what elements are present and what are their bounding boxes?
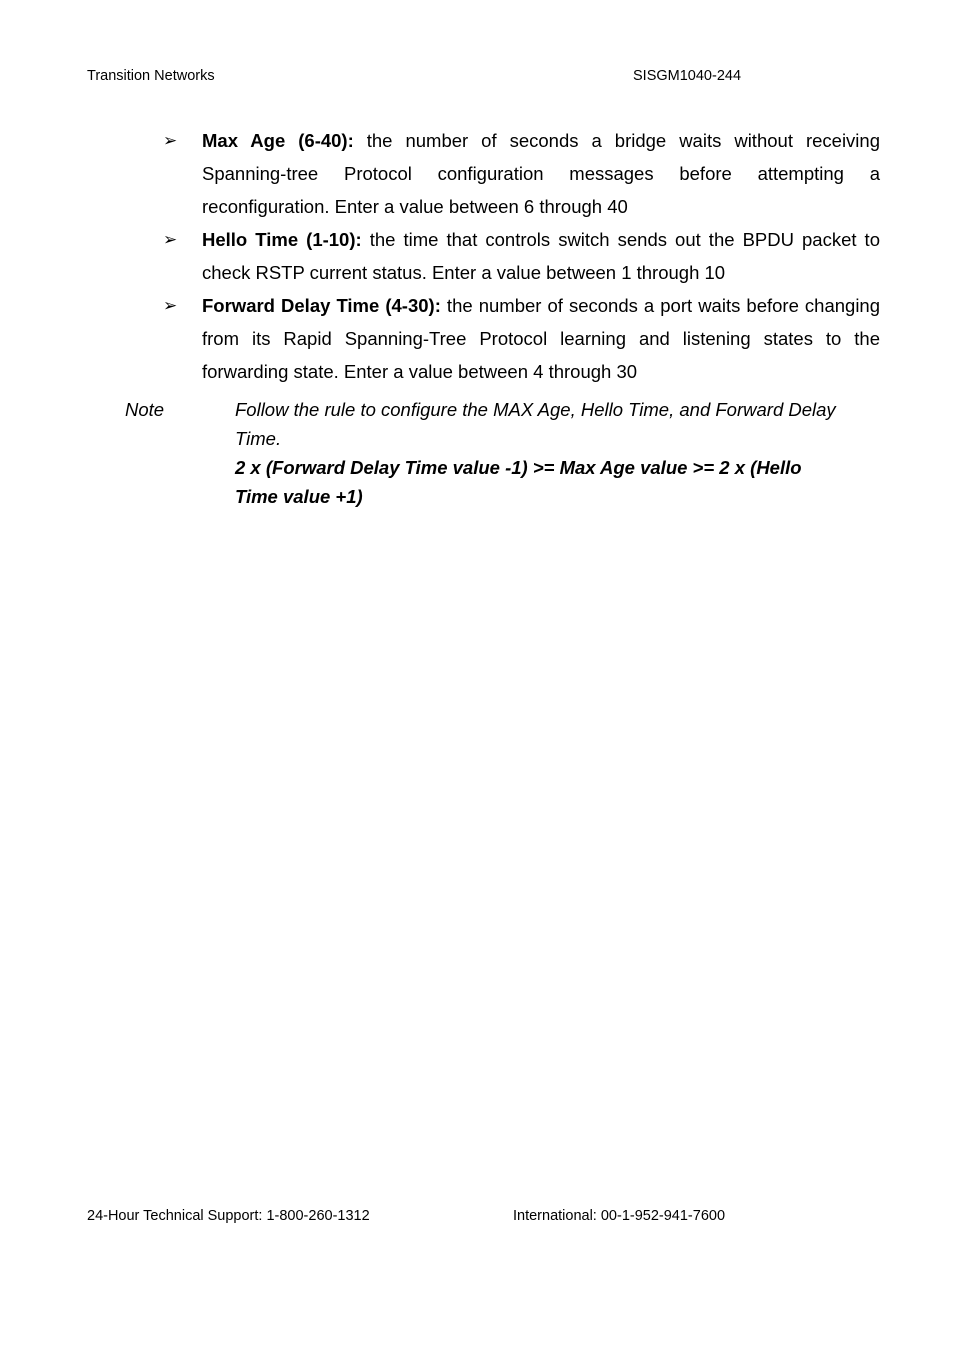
parameter-list [163,124,880,388]
term-forward-delay: Forward Delay Time (4-30): [202,295,441,316]
note-formula: 2 x (Forward Delay Time value -1) >= Max Age value >= 2 x (Hello Time value +1) [235,457,802,507]
description-max-age: the number of seconds a bridge waits without receiving Spanning-tree Protocol configuration messages before attempting a reconfiguration. Enter a value between 6 through 40 [202,130,880,217]
description-hello-time: the time that controls switch sends out the BPDU packet to check RSTP current status. Enter a value between 1 through 10 [202,229,880,283]
list-item-forward-delay [163,289,880,388]
note-label: Note [125,399,165,420]
arrow-bullet-icon: ➢ [163,131,178,150]
header-model: SISGM1040-244 [633,68,742,84]
arrow-bullet-icon: ➢ [163,230,178,249]
list-item-hello-time [163,223,880,289]
note-body [235,395,845,511]
term-hello-time: Hello Time (1-10): [202,229,362,250]
arrow-bullet-icon: ➢ [163,296,178,315]
term-max-age: Max Age (6-40): [202,130,354,151]
description-forward-delay: the number of seconds a port waits before changing from its Rapid Spanning-Tree Protocol learning and listening states to the forwarding state. Enter a value between 4 through 30 [202,295,881,382]
footer-international: International: 00-1-952-941-7600 [513,1208,726,1224]
list-item-max-age [163,124,880,223]
header-company: Transition Networks [87,68,215,84]
footer-support: 24-Hour Technical Support: 1-800-260-1312 [87,1208,370,1224]
note-text: Follow the rule to configure the MAX Age, Hello Time, and Forward Delay Time. [235,399,836,449]
